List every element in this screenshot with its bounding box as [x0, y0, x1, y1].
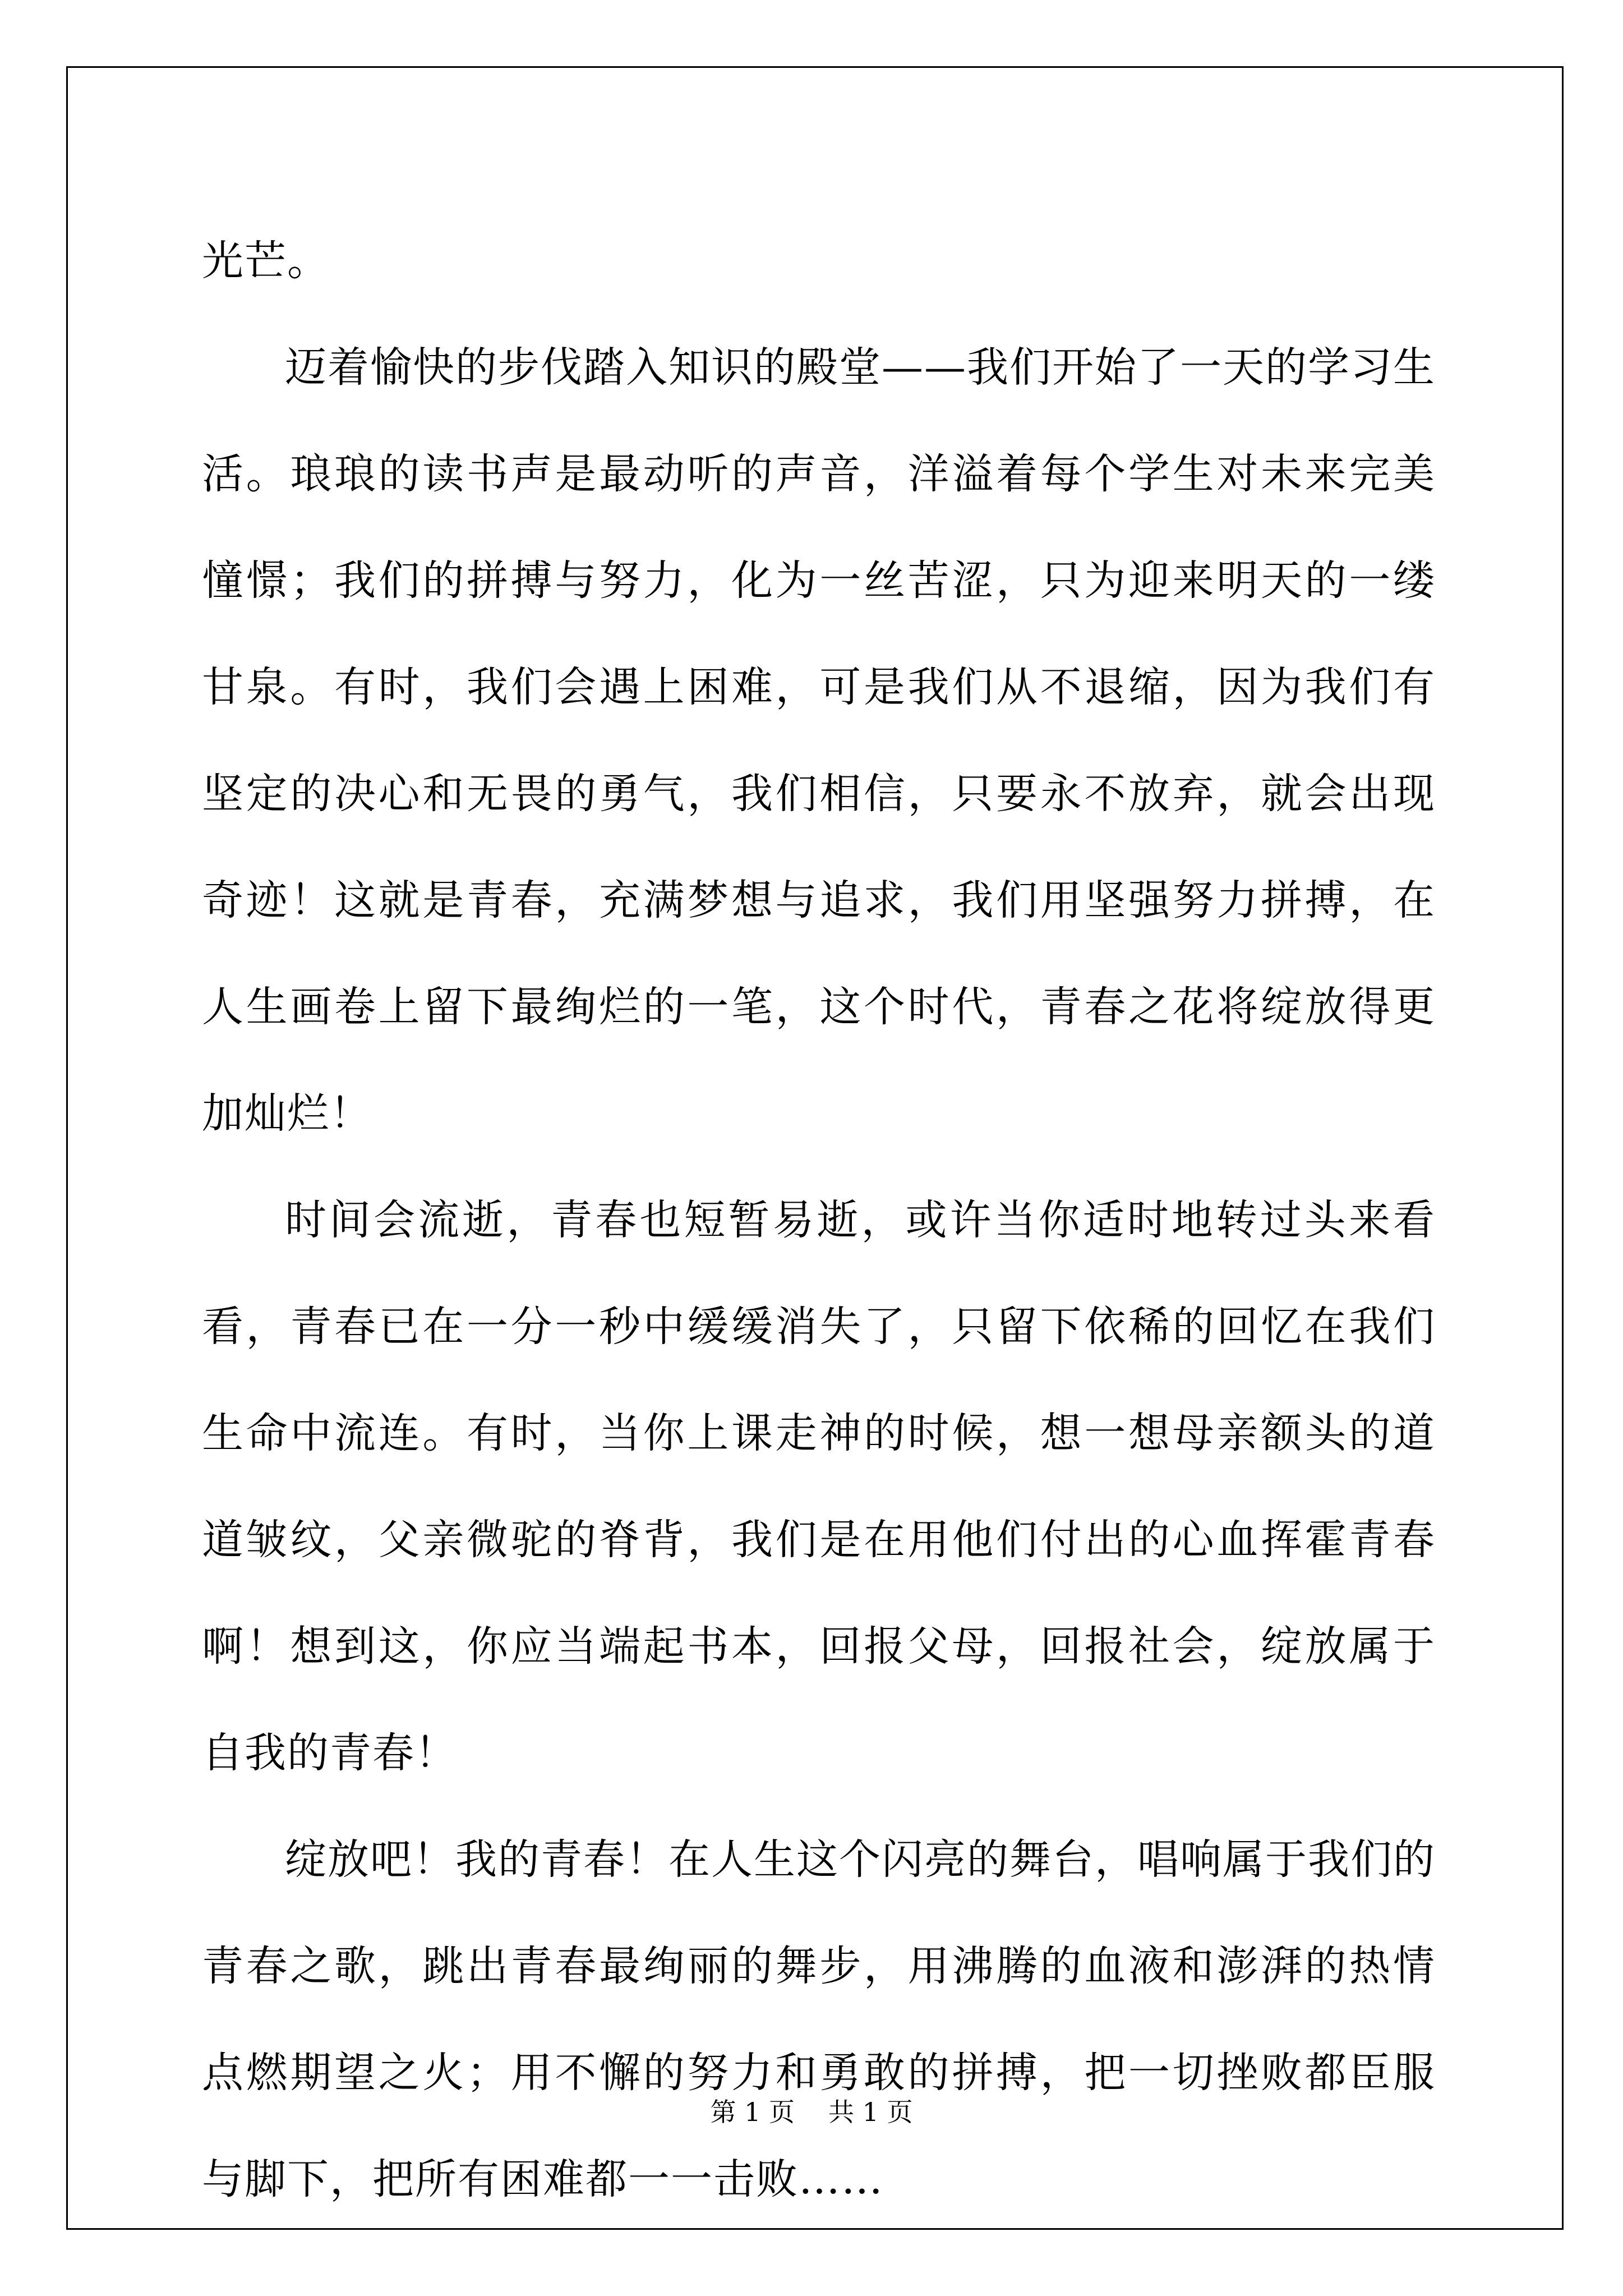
paragraph-bloom-youth: 绽放吧！我的青春！在人生这个闪亮的舞台，唱响属于我们的青春之歌，跳出青春最绚丽的舞步，用沸腾的血液和澎湃的热情点燃期望之火；用不懈的努力和勇敢的拼搏，把一切挫败都臣服与脚下，把所有困难都一一击败…… — [202, 1835, 1436, 2203]
document-body — [202, 208, 1436, 2233]
paragraph-time-passes: 时间会流逝，青春也短暂易逝，或许当你适时地转过头来看看，青春已在一分一秒中缓缓消失了，只留下依稀的回忆在我们生命中流连。有时，当你上课走神的时候，想一想母亲额头的道道皱纹，父亲微驼的脊背，我们是在用他们付出的心血挥霍青春啊！想到这，你应当端起书本，回报父母，回报社会，绽放属于自我的青春！ — [202, 1196, 1436, 1777]
paragraph-study-life: 迈着愉快的步伐踏入知识的殿堂——我们开始了一天的学习生活。琅琅的读书声是最动听的声音，洋溢着每个学生对未来完美憧憬；我们的拼搏与努力，化为一丝苦涩，只为迎来明天的一缕甘泉。有时，我们会遇上困难，可是我们从不退缩，因为我们有坚定的决心和无畏的勇气，我们相信，只要永不放弃，就会出现奇迹！这就是青春，充满梦想与追求，我们用坚强努力拼搏，在人生画卷上留下最绚烂的一笔，这个时代，青春之花将绽放得更加灿烂！ — [202, 343, 1436, 1138]
page-total: 共 1 页 — [828, 2097, 913, 2127]
page-footer — [0, 2095, 1623, 2129]
page-number: 第 1 页 — [710, 2097, 795, 2127]
paragraph-continuation: 光芒。 — [202, 237, 330, 285]
